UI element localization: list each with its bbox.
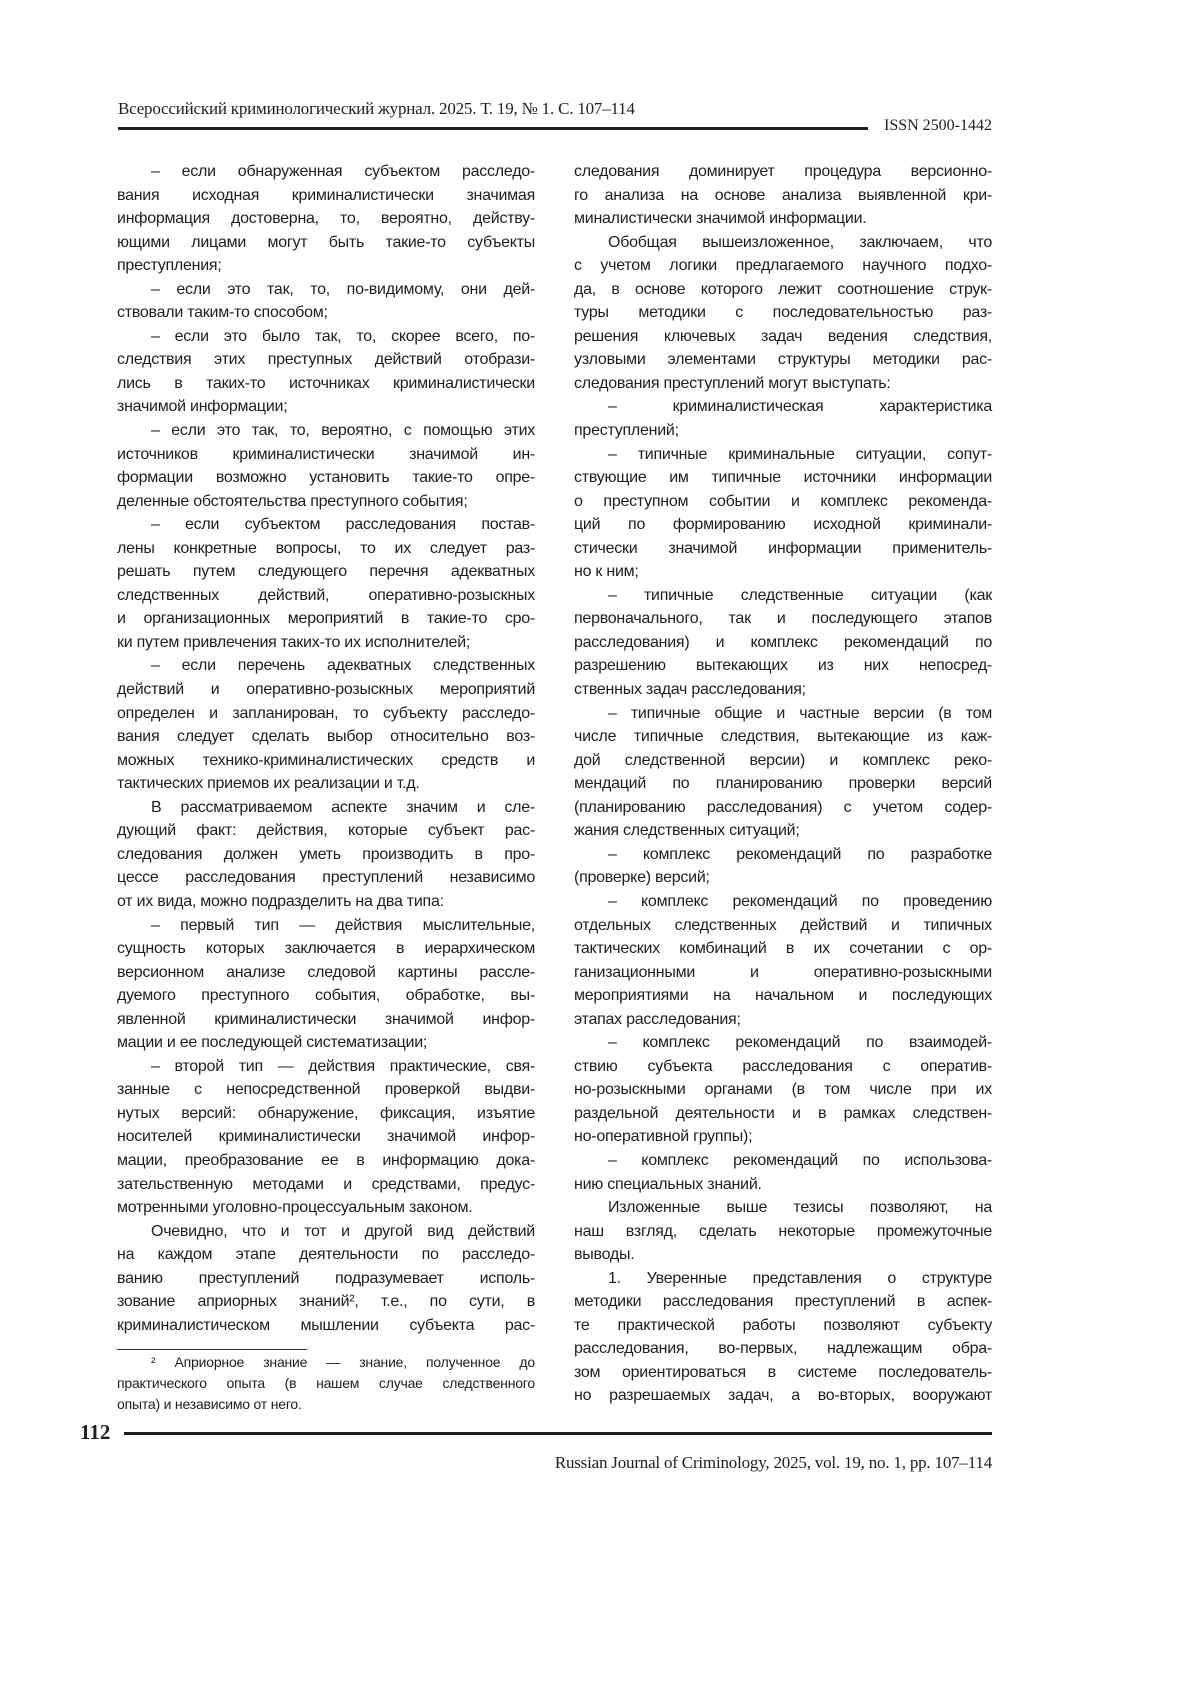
text-line: значимой информации; (117, 395, 535, 419)
left-column (117, 160, 535, 1337)
paragraph (117, 278, 535, 325)
footer-citation: Russian Journal of Criminology, 2025, vol. 19, no. 1, pp. 107–114 (492, 1453, 992, 1473)
text-line: тактических комбинаций в их сочетании с ор- (574, 937, 992, 961)
right-column (574, 160, 992, 1408)
paragraph (574, 1267, 992, 1408)
text-line: 1. Уверенные представления о структуре (574, 1267, 992, 1291)
paragraph (574, 1149, 992, 1196)
text-line: ванию преступлений подразумевает исполь- (117, 1267, 535, 1291)
text-line: занные с непосредственной проверкой выдви- (117, 1078, 535, 1102)
footnote-line: ² Априорное знание — знание, полученное до (117, 1352, 535, 1373)
text-line: разрешению вытекающих из них непосред- (574, 654, 992, 678)
text-line: версионном анализе следовой картины рассле- (117, 961, 535, 985)
text-line: и организационных мероприятий в такие-то сро- (117, 607, 535, 631)
text-line: от их вида, можно подразделить на два типа: (117, 890, 535, 914)
text-line: следования должен уметь производить в про- (117, 843, 535, 867)
text-line: этапах расследования; (574, 1008, 992, 1032)
text-line: миналистически значимой информации. (574, 207, 992, 231)
text-line: ки путем привлечения таких-то их исполнителей; (117, 631, 535, 655)
paragraph (117, 796, 535, 914)
paragraph (574, 395, 992, 442)
text-line: нию специальных знаний. (574, 1173, 992, 1197)
text-line: расследования, во-первых, надлежащим обра- (574, 1337, 992, 1361)
text-line: да, в основе которого лежит соотношение струк- (574, 278, 992, 302)
text-line: формации возможно установить такие-то опре- (117, 466, 535, 490)
text-line: можных технико-криминалистических средств и (117, 749, 535, 773)
text-line: – комплекс рекомендаций по разработке (574, 843, 992, 867)
text-line: первоначального, так и последующего этапов (574, 607, 992, 631)
text-line: расследования) и комплекс рекомендаций по (574, 631, 992, 655)
text-line: – типичные общие и частные версии (в том (574, 702, 992, 726)
text-line: цессе расследования преступлений независимо (117, 866, 535, 890)
text-line: решать путем следующего перечня адекватных (117, 560, 535, 584)
footnote-line: практического опыта (в нашем случае следственного (117, 1373, 535, 1394)
text-line: лись в таких-то источниках криминалистически (117, 372, 535, 396)
text-line: отдельных следственных действий и типичных (574, 914, 992, 938)
text-line: – комплекс рекомендаций по использова- (574, 1149, 992, 1173)
text-line: – типичные криминальные ситуации, сопут- (574, 443, 992, 467)
text-line: – второй тип — действия практические, свя- (117, 1055, 535, 1079)
text-line: жания следственных ситуаций; (574, 819, 992, 843)
text-line: стически значимой информации применитель- (574, 537, 992, 561)
text-line: числе типичные следствия, вытекающие из каж- (574, 725, 992, 749)
text-line: – первый тип — действия мыслительные, (117, 914, 535, 938)
text-line: зование априорных знаний², т.е., по сути, в (117, 1290, 535, 1314)
paragraph (117, 160, 535, 278)
footnote-line: опыта) и независимо от него. (117, 1394, 535, 1415)
text-line: ственных задач расследования; (574, 678, 992, 702)
text-line: действий и оперативно-розыскных мероприятий (117, 678, 535, 702)
text-line: ганизационными и оперативно-розыскными (574, 961, 992, 985)
text-line: туры методики с последовательностью раз- (574, 301, 992, 325)
paragraph (574, 160, 992, 231)
text-line: наш взгляд, сделать некоторые промежуточные (574, 1220, 992, 1244)
text-line: – если обнаруженная субъектом расследо- (117, 160, 535, 184)
text-line: ющими лицами могут быть такие-то субъекты (117, 231, 535, 255)
text-line: мотренными уголовно-процессуальным законом. (117, 1196, 535, 1220)
text-line: преступления; (117, 254, 535, 278)
paragraph (574, 890, 992, 1031)
text-line: дой следственной версии) и комплекс реко- (574, 749, 992, 773)
text-line: – если субъектом расследования постав- (117, 513, 535, 537)
footer-rule (124, 1432, 992, 1435)
paragraph (574, 1196, 992, 1267)
paragraph (574, 843, 992, 890)
text-line: с учетом логики предлагаемого научного подхо- (574, 254, 992, 278)
text-line: тактических приемов их реализации и т.д. (117, 772, 535, 796)
paragraph (117, 419, 535, 513)
text-line: Обобщая вышеизложенное, заключаем, что (574, 231, 992, 255)
text-line: – комплекс рекомендаций по проведению (574, 890, 992, 914)
text-line: – если это было так, то, скорее всего, по- (117, 325, 535, 349)
text-line: мации и ее последующей систематизации; (117, 1031, 535, 1055)
text-line: следствия этих преступных действий отобрази- (117, 348, 535, 372)
text-line: дующий факт: действия, которые субъект рас- (117, 819, 535, 843)
text-line: вания следует сделать выбор относительно воз- (117, 725, 535, 749)
text-line: лены конкретные вопросы, то их следует раз- (117, 537, 535, 561)
text-line: мации, преобразование ее в информацию дока- (117, 1149, 535, 1173)
text-line: го анализа на основе анализа выявленной кри- (574, 184, 992, 208)
text-line: следования преступлений могут выступать: (574, 372, 992, 396)
text-line: узловыми элементами структуры методики рас- (574, 348, 992, 372)
text-line: информация достоверна, то, вероятно, действу- (117, 207, 535, 231)
text-line: вания исходная криминалистически значимая (117, 184, 535, 208)
footnote-rule (117, 1349, 307, 1350)
text-line: методики расследования преступлений в аспек- (574, 1290, 992, 1314)
text-line: но к ним; (574, 560, 992, 584)
paragraph (574, 1031, 992, 1149)
text-line: сущность которых заключается в иерархическом (117, 937, 535, 961)
text-line: Очевидно, что и тот и другой вид действий (117, 1220, 535, 1244)
text-line: – если это так, то, по-видимому, они дей- (117, 278, 535, 302)
paragraph (117, 914, 535, 1055)
text-line: следования доминирует процедура версионно- (574, 160, 992, 184)
text-line: зом ориентироваться в системе последователь- (574, 1361, 992, 1385)
text-line: на каждом этапе деятельности по расследо- (117, 1243, 535, 1267)
page-number: 112 (80, 1420, 110, 1445)
paragraph (117, 654, 535, 795)
text-line: о преступном событии и комплекс рекоменда- (574, 490, 992, 514)
text-line: следственных действий, оперативно-розыскных (117, 584, 535, 608)
header-rule (118, 127, 868, 130)
text-line: но-оперативной группы); (574, 1125, 992, 1149)
paragraph (117, 513, 535, 654)
text-line: криминалистическом мышлении субъекта рас- (117, 1314, 535, 1338)
paragraph (574, 443, 992, 584)
text-line: – типичные следственные ситуации (как (574, 584, 992, 608)
paragraph (574, 702, 992, 843)
text-line: (планированию расследования) с учетом содер- (574, 796, 992, 820)
paragraph (117, 1055, 535, 1220)
text-line: носителей криминалистически значимой инфор- (117, 1125, 535, 1149)
text-line: выводы. (574, 1243, 992, 1267)
issn: ISSN 2500-1442 (872, 117, 992, 135)
text-line: источников криминалистически значимой ин- (117, 443, 535, 467)
paragraph (574, 231, 992, 396)
text-line: мероприятиями на начальном и последующих (574, 984, 992, 1008)
text-line: (проверке) версий; (574, 866, 992, 890)
text-line: дуемого преступного события, обработке, вы- (117, 984, 535, 1008)
journal-header-title: Всероссийский криминологический журнал. 2025. Т. 19, № 1. С. 107–114 (118, 99, 635, 119)
text-line: ствовали таким-то способом; (117, 301, 535, 325)
paragraph (117, 1220, 535, 1338)
text-line: зательственную методами и средствами, предус- (117, 1173, 535, 1197)
footnote (117, 1352, 535, 1415)
text-line: определен и запланирован, то субъекту расследо- (117, 702, 535, 726)
text-line: мендаций по планированию проверки версий (574, 772, 992, 796)
text-line: ствующие им типичные источники информации (574, 466, 992, 490)
text-line: деленные обстоятельства преступного события; (117, 490, 535, 514)
text-line: Изложенные выше тезисы позволяют, на (574, 1196, 992, 1220)
text-line: – если это так, то, вероятно, с помощью этих (117, 419, 535, 443)
text-line: В рассматриваемом аспекте значим и сле- (117, 796, 535, 820)
text-line: ствию субъекта расследования с оператив- (574, 1055, 992, 1079)
text-line: – комплекс рекомендаций по взаимодей- (574, 1031, 992, 1055)
text-line: преступлений; (574, 419, 992, 443)
text-line: нутых версий: обнаружение, фиксация, изъятие (117, 1102, 535, 1126)
text-line: явленной криминалистически значимой инфор- (117, 1008, 535, 1032)
text-line: – криминалистическая характеристика (574, 395, 992, 419)
text-line: те практической работы позволяют субъекту (574, 1314, 992, 1338)
paragraph (574, 584, 992, 702)
paragraph (117, 325, 535, 419)
text-line: решения ключевых задач ведения следствия, (574, 325, 992, 349)
text-line: – если перечень адекватных следственных (117, 654, 535, 678)
text-line: но разрешаемых задач, а во-вторых, вооружают (574, 1384, 992, 1408)
text-line: раздельной деятельности и в рамках следствен- (574, 1102, 992, 1126)
text-line: ций по формированию исходной криминали- (574, 513, 992, 537)
text-line: но-розыскными органами (в том числе при их (574, 1078, 992, 1102)
